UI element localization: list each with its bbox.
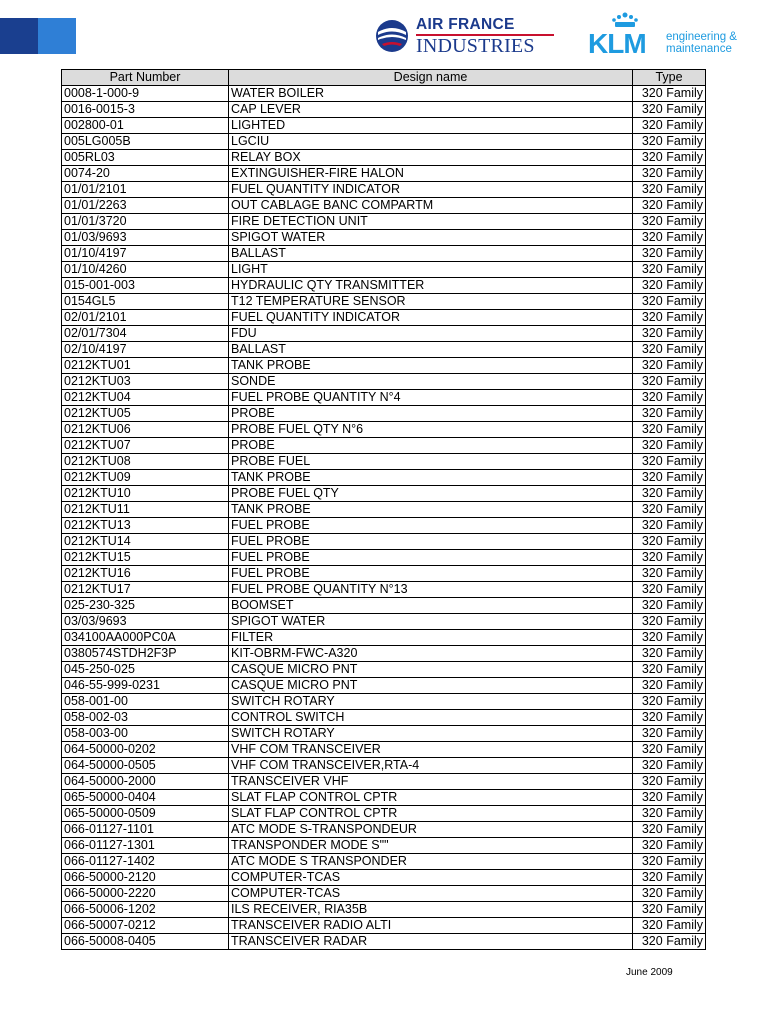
cell-design-name: KIT-OBRM-FWC-A320	[229, 646, 633, 662]
cell-design-name: FIRE DETECTION UNIT	[229, 214, 633, 230]
table-row	[62, 470, 706, 486]
table-row	[62, 838, 706, 854]
table-row	[62, 934, 706, 950]
cell-design-name: BALLAST	[229, 342, 633, 358]
header-block-dark	[0, 18, 38, 54]
cell-type: 320 Family	[633, 406, 706, 422]
cell-type: 320 Family	[633, 534, 706, 550]
table-row	[62, 326, 706, 342]
cell-design-name: FUEL PROBE QUANTITY N°4	[229, 390, 633, 406]
cell-design-name: ATC MODE S TRANSPONDER	[229, 854, 633, 870]
cell-design-name: TANK PROBE	[229, 470, 633, 486]
cell-type: 320 Family	[633, 182, 706, 198]
table-row	[62, 790, 706, 806]
cell-design-name: CONTROL SWITCH	[229, 710, 633, 726]
cell-design-name: TRANSPONDER MODE S""	[229, 838, 633, 854]
cell-part-number: 0016-0015-3	[62, 102, 229, 118]
table-row	[62, 278, 706, 294]
cell-part-number: 01/01/2263	[62, 198, 229, 214]
cell-type: 320 Family	[633, 518, 706, 534]
cell-design-name: ATC MODE S-TRANSPONDEUR	[229, 822, 633, 838]
cell-part-number: 065-50000-0404	[62, 790, 229, 806]
table-row	[62, 534, 706, 550]
cell-part-number: 01/10/4260	[62, 262, 229, 278]
cell-part-number: 065-50000-0509	[62, 806, 229, 822]
cell-part-number: 0212KTU01	[62, 358, 229, 374]
cell-part-number: 0212KTU14	[62, 534, 229, 550]
table-row	[62, 86, 706, 102]
cell-type: 320 Family	[633, 486, 706, 502]
cell-type: 320 Family	[633, 294, 706, 310]
cell-design-name: TRANSCEIVER VHF	[229, 774, 633, 790]
cell-design-name: SONDE	[229, 374, 633, 390]
cell-design-name: FUEL PROBE	[229, 518, 633, 534]
cell-design-name: BOOMSET	[229, 598, 633, 614]
cell-part-number: 0154GL5	[62, 294, 229, 310]
table-row	[62, 822, 706, 838]
cell-design-name: SWITCH ROTARY	[229, 726, 633, 742]
table-row	[62, 774, 706, 790]
cell-design-name: PROBE FUEL QTY	[229, 486, 633, 502]
cell-type: 320 Family	[633, 774, 706, 790]
cell-type: 320 Family	[633, 806, 706, 822]
table-row	[62, 198, 706, 214]
cell-part-number: 01/01/2101	[62, 182, 229, 198]
cell-type: 320 Family	[633, 758, 706, 774]
cell-part-number: 0212KTU03	[62, 374, 229, 390]
cell-part-number: 0212KTU11	[62, 502, 229, 518]
cell-part-number: 0212KTU07	[62, 438, 229, 454]
column-header-design-name: Design name	[229, 70, 633, 86]
cell-type: 320 Family	[633, 614, 706, 630]
table-row	[62, 182, 706, 198]
cell-design-name: OUT CABLAGE BANC COMPARTM	[229, 198, 633, 214]
cell-part-number: 066-50000-2120	[62, 870, 229, 886]
cell-part-number: 064-50000-2000	[62, 774, 229, 790]
cell-part-number: 005LG005B	[62, 134, 229, 150]
cell-type: 320 Family	[633, 134, 706, 150]
cell-type: 320 Family	[633, 646, 706, 662]
air-france-globe-icon	[374, 18, 410, 54]
cell-part-number: 005RL03	[62, 150, 229, 166]
cell-part-number: 058-003-00	[62, 726, 229, 742]
cell-design-name: FILTER	[229, 630, 633, 646]
cell-design-name: SPIGOT WATER	[229, 230, 633, 246]
table-row	[62, 758, 706, 774]
cell-type: 320 Family	[633, 422, 706, 438]
cell-part-number: 01/01/3720	[62, 214, 229, 230]
table-row	[62, 710, 706, 726]
cell-part-number: 02/01/2101	[62, 310, 229, 326]
cell-part-number: 045-250-025	[62, 662, 229, 678]
cell-type: 320 Family	[633, 438, 706, 454]
cell-part-number: 0212KTU04	[62, 390, 229, 406]
cell-part-number: 0212KTU17	[62, 582, 229, 598]
cell-type: 320 Family	[633, 726, 706, 742]
cell-type: 320 Family	[633, 166, 706, 182]
cell-part-number: 0008-1-000-9	[62, 86, 229, 102]
cell-part-number: 0212KTU09	[62, 470, 229, 486]
cell-design-name: RELAY BOX	[229, 150, 633, 166]
cell-design-name: ILS RECEIVER, RIA35B	[229, 902, 633, 918]
cell-part-number: 064-50000-0202	[62, 742, 229, 758]
cell-type: 320 Family	[633, 886, 706, 902]
table-row	[62, 390, 706, 406]
cell-type: 320 Family	[633, 902, 706, 918]
cell-design-name: TRANSCEIVER RADAR	[229, 934, 633, 950]
cell-design-name: FDU	[229, 326, 633, 342]
cell-design-name: FUEL QUANTITY INDICATOR	[229, 182, 633, 198]
cell-type: 320 Family	[633, 822, 706, 838]
cell-type: 320 Family	[633, 102, 706, 118]
cell-design-name: FUEL PROBE QUANTITY N°13	[229, 582, 633, 598]
cell-part-number: 0212KTU13	[62, 518, 229, 534]
table-row	[62, 918, 706, 934]
table-row	[62, 854, 706, 870]
cell-design-name: COMPUTER-TCAS	[229, 870, 633, 886]
table-row	[62, 678, 706, 694]
cell-part-number: 03/03/9693	[62, 614, 229, 630]
cell-part-number: 0212KTU15	[62, 550, 229, 566]
cell-type: 320 Family	[633, 118, 706, 134]
cell-type: 320 Family	[633, 342, 706, 358]
table-row	[62, 342, 706, 358]
cell-type: 320 Family	[633, 870, 706, 886]
footer-date: June 2009	[626, 967, 673, 978]
cell-design-name: LIGHTED	[229, 118, 633, 134]
table-row	[62, 662, 706, 678]
cell-type: 320 Family	[633, 710, 706, 726]
cell-design-name: VHF COM TRANSCEIVER	[229, 742, 633, 758]
cell-part-number: 0212KTU08	[62, 454, 229, 470]
table-row	[62, 614, 706, 630]
cell-design-name: FUEL PROBE	[229, 534, 633, 550]
table-row	[62, 134, 706, 150]
cell-part-number: 066-01127-1101	[62, 822, 229, 838]
cell-design-name: FUEL PROBE	[229, 566, 633, 582]
cell-design-name: PROBE FUEL QTY N°6	[229, 422, 633, 438]
table-row	[62, 886, 706, 902]
table-row	[62, 118, 706, 134]
cell-type: 320 Family	[633, 454, 706, 470]
table-row	[62, 566, 706, 582]
cell-type: 320 Family	[633, 630, 706, 646]
cell-type: 320 Family	[633, 150, 706, 166]
cell-part-number: 0212KTU06	[62, 422, 229, 438]
table-row	[62, 358, 706, 374]
table-row	[62, 214, 706, 230]
cell-type: 320 Family	[633, 374, 706, 390]
cell-part-number: 0074-20	[62, 166, 229, 182]
table-row	[62, 726, 706, 742]
table-row	[62, 230, 706, 246]
cell-type: 320 Family	[633, 502, 706, 518]
table-row	[62, 486, 706, 502]
cell-design-name: BALLAST	[229, 246, 633, 262]
cell-part-number: 01/10/4197	[62, 246, 229, 262]
table-row	[62, 550, 706, 566]
table-row	[62, 646, 706, 662]
table-row	[62, 166, 706, 182]
cell-part-number: 066-50000-2220	[62, 886, 229, 902]
klm-subtitle-line1: engineering &	[666, 31, 737, 43]
cell-type: 320 Family	[633, 854, 706, 870]
cell-part-number: 034100AA000PC0A	[62, 630, 229, 646]
cell-design-name: LGCIU	[229, 134, 633, 150]
cell-type: 320 Family	[633, 598, 706, 614]
cell-type: 320 Family	[633, 550, 706, 566]
table-row	[62, 150, 706, 166]
cell-part-number: 058-002-03	[62, 710, 229, 726]
cell-design-name: CAP LEVER	[229, 102, 633, 118]
cell-part-number: 066-01127-1402	[62, 854, 229, 870]
cell-type: 320 Family	[633, 214, 706, 230]
table-row	[62, 518, 706, 534]
af-name-line1: AIR FRANCE	[416, 16, 515, 33]
cell-part-number: 002800-01	[62, 118, 229, 134]
cell-design-name: SLAT FLAP CONTROL CPTR	[229, 806, 633, 822]
cell-type: 320 Family	[633, 230, 706, 246]
cell-part-number: 066-50006-1202	[62, 902, 229, 918]
table-header-row	[62, 70, 706, 86]
table-row	[62, 374, 706, 390]
table-row	[62, 582, 706, 598]
air-france-industries-logo	[374, 14, 558, 56]
cell-part-number: 066-01127-1301	[62, 838, 229, 854]
cell-design-name: PROBE	[229, 406, 633, 422]
cell-design-name: T12 TEMPERATURE SENSOR	[229, 294, 633, 310]
table-row	[62, 742, 706, 758]
cell-design-name: TANK PROBE	[229, 502, 633, 518]
cell-design-name: SWITCH ROTARY	[229, 694, 633, 710]
table-row	[62, 294, 706, 310]
cell-design-name: COMPUTER-TCAS	[229, 886, 633, 902]
table-row	[62, 422, 706, 438]
table-row	[62, 598, 706, 614]
table-row	[62, 454, 706, 470]
cell-part-number: 058-001-00	[62, 694, 229, 710]
column-header-type: Type	[633, 70, 706, 86]
cell-type: 320 Family	[633, 470, 706, 486]
cell-design-name: CASQUE MICRO PNT	[229, 662, 633, 678]
cell-design-name: FUEL QUANTITY INDICATOR	[229, 310, 633, 326]
cell-type: 320 Family	[633, 278, 706, 294]
cell-type: 320 Family	[633, 742, 706, 758]
cell-part-number: 066-50008-0405	[62, 934, 229, 950]
cell-design-name: LIGHT	[229, 262, 633, 278]
cell-part-number: 0212KTU16	[62, 566, 229, 582]
table-row	[62, 310, 706, 326]
cell-design-name: FUEL PROBE	[229, 550, 633, 566]
cell-type: 320 Family	[633, 326, 706, 342]
cell-part-number: 02/10/4197	[62, 342, 229, 358]
klm-subtitle	[666, 31, 737, 55]
cell-type: 320 Family	[633, 262, 706, 278]
cell-design-name: TANK PROBE	[229, 358, 633, 374]
table-row	[62, 902, 706, 918]
table-row	[62, 694, 706, 710]
cell-part-number: 064-50000-0505	[62, 758, 229, 774]
table-row	[62, 870, 706, 886]
cell-type: 320 Family	[633, 246, 706, 262]
column-header-part-number: Part Number	[62, 70, 229, 86]
cell-type: 320 Family	[633, 934, 706, 950]
table-row	[62, 630, 706, 646]
klm-engineering-logo	[588, 12, 758, 58]
af-name-line2: INDUSTRIES	[416, 35, 535, 57]
cell-part-number: 0212KTU10	[62, 486, 229, 502]
cell-type: 320 Family	[633, 582, 706, 598]
table-row	[62, 246, 706, 262]
header-block-light	[38, 18, 76, 54]
parts-table	[61, 69, 706, 950]
table-row	[62, 262, 706, 278]
cell-part-number: 0380574STDH2F3P	[62, 646, 229, 662]
cell-design-name: CASQUE MICRO PNT	[229, 678, 633, 694]
cell-design-name: PROBE	[229, 438, 633, 454]
cell-part-number: 0212KTU05	[62, 406, 229, 422]
cell-design-name: TRANSCEIVER RADIO ALTI	[229, 918, 633, 934]
cell-type: 320 Family	[633, 198, 706, 214]
cell-design-name: PROBE FUEL	[229, 454, 633, 470]
cell-design-name: EXTINGUISHER-FIRE HALON	[229, 166, 633, 182]
table-row	[62, 438, 706, 454]
cell-type: 320 Family	[633, 678, 706, 694]
cell-type: 320 Family	[633, 310, 706, 326]
cell-type: 320 Family	[633, 790, 706, 806]
cell-part-number: 046-55-999-0231	[62, 678, 229, 694]
klm-subtitle-line2: maintenance	[666, 43, 732, 55]
cell-part-number: 066-50007-0212	[62, 918, 229, 934]
cell-type: 320 Family	[633, 358, 706, 374]
cell-design-name: SLAT FLAP CONTROL CPTR	[229, 790, 633, 806]
table-row	[62, 502, 706, 518]
cell-design-name: WATER BOILER	[229, 86, 633, 102]
cell-part-number: 015-001-003	[62, 278, 229, 294]
table-row	[62, 406, 706, 422]
cell-part-number: 025-230-325	[62, 598, 229, 614]
cell-design-name: HYDRAULIC QTY TRANSMITTER	[229, 278, 633, 294]
cell-type: 320 Family	[633, 694, 706, 710]
cell-type: 320 Family	[633, 838, 706, 854]
cell-type: 320 Family	[633, 662, 706, 678]
table-row	[62, 806, 706, 822]
cell-type: 320 Family	[633, 566, 706, 582]
cell-type: 320 Family	[633, 86, 706, 102]
cell-design-name: SPIGOT WATER	[229, 614, 633, 630]
klm-wordmark: KLM	[588, 28, 646, 59]
cell-part-number: 01/03/9693	[62, 230, 229, 246]
table-row	[62, 102, 706, 118]
cell-type: 320 Family	[633, 918, 706, 934]
cell-design-name: VHF COM TRANSCEIVER,RTA-4	[229, 758, 633, 774]
cell-part-number: 02/01/7304	[62, 326, 229, 342]
cell-type: 320 Family	[633, 390, 706, 406]
